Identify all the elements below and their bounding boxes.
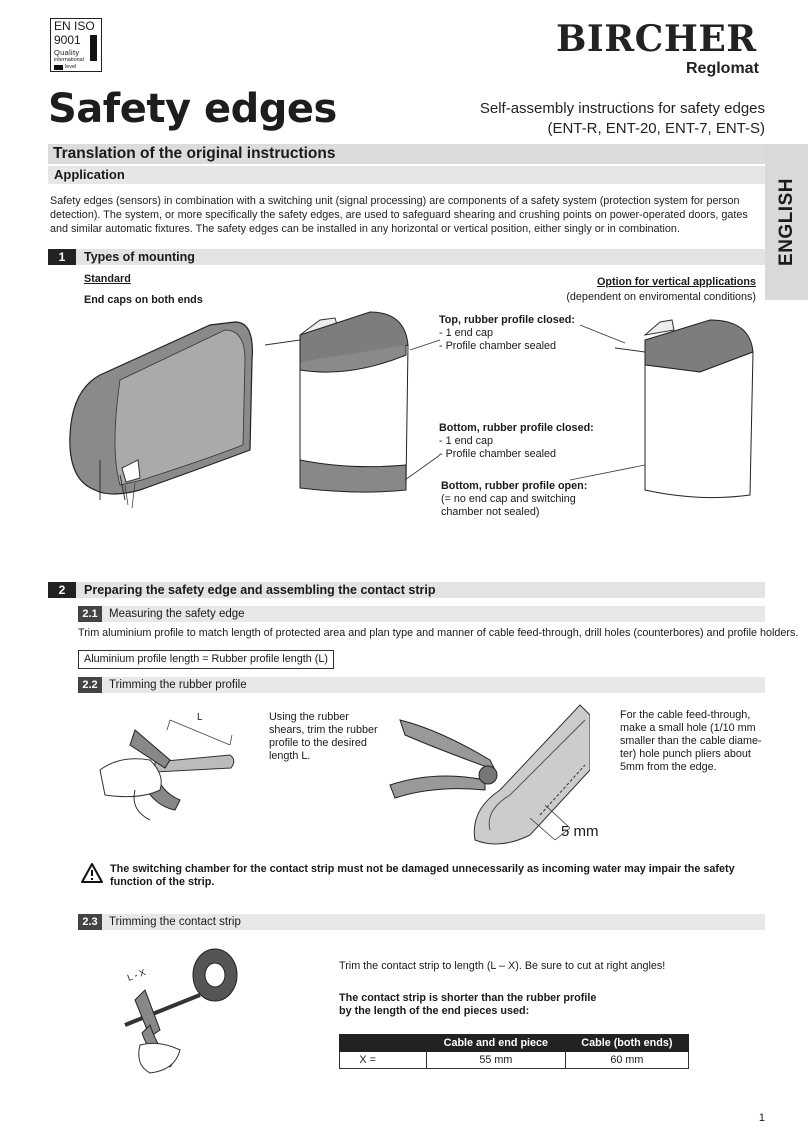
top-note	[439, 314, 575, 353]
open-line2: chamber not sealed)	[441, 506, 540, 518]
translation-heading: Translation of the original instructions	[53, 145, 336, 162]
standard-label: Standard	[84, 273, 131, 285]
contact-note	[339, 992, 596, 1018]
translation-band	[48, 144, 765, 164]
subsection-2-2-number: 2.2	[78, 677, 102, 693]
subsection-2-3-number: 2.3	[78, 914, 102, 930]
subsection-2-3-title: Trimming the contact strip	[109, 916, 241, 928]
feed-line1: For the cable feed-through,	[620, 709, 751, 721]
open-title: Bottom, rubber profile open:	[441, 480, 588, 492]
iso-square	[54, 65, 63, 70]
hole-punch-illustration	[380, 700, 590, 850]
contact-note-line2: by the length of the end pieces used:	[339, 1005, 530, 1017]
application-heading: Application	[54, 167, 125, 182]
dimension-5mm: 5 mm	[561, 823, 599, 840]
measuring-text: Trim aluminium profile to match length of protected area and plan type and manner of cable feed-through, drill holes (counterbores) and profile holders.	[78, 627, 799, 639]
subsection-2-1-header	[78, 606, 765, 622]
feed-line3: smaller than the cable diame-	[620, 735, 762, 747]
subtitle-line1: Self-assembly instructions for safety edges	[479, 100, 765, 117]
subsection-2-1-title: Measuring the safety edge	[109, 608, 245, 620]
language-tab	[765, 144, 808, 300]
top-title: Top, rubber profile closed:	[439, 314, 575, 326]
feed-through-text	[620, 709, 762, 774]
page-title: Safety edges	[48, 86, 337, 132]
contact-note-line1: The contact strip is shorter than the rubber profile	[339, 992, 597, 1004]
top-line2: - Profile chamber sealed	[439, 340, 557, 352]
mounting-illustrations	[60, 300, 760, 525]
x-value-table	[339, 1034, 689, 1069]
option-sub: (dependent on enviromental conditions)	[566, 291, 756, 303]
page-number: 1	[758, 1112, 765, 1124]
label-L: L	[197, 712, 203, 723]
subtitle-line2: (ENT-R, ENT-20, ENT-7, ENT-S)	[547, 120, 765, 137]
end-caps-label: End caps on both ends	[84, 294, 203, 306]
bottom-note	[439, 422, 594, 461]
warning-icon	[80, 862, 104, 884]
section1-title: Types of mounting	[84, 250, 195, 264]
iso-badge	[50, 18, 102, 72]
shears-line3: profile to the desired	[269, 737, 367, 749]
table-row-label: X =	[340, 1052, 427, 1069]
page-subtitle	[480, 99, 765, 139]
section1-number: 1	[48, 249, 76, 265]
horizontal-edge-illustration	[70, 322, 253, 508]
vertical-edge-open-illustration	[615, 320, 753, 498]
bottom-line1: - 1 end cap	[439, 435, 494, 447]
iso-line2: 9001	[54, 33, 81, 47]
shears-text	[269, 711, 378, 763]
table-value-55: 55 mm	[426, 1052, 565, 1069]
open-line1: (= no end cap and switching	[441, 493, 576, 505]
feed-line2: make a small hole (1/10 mm	[620, 722, 756, 734]
bottom-line2: - Profile chamber sealed	[439, 448, 557, 460]
open-note	[441, 480, 587, 519]
label-L-X: L - X	[125, 967, 147, 983]
brand-logo: BIRCHER	[556, 18, 757, 60]
iso-quality: Quality	[54, 48, 80, 57]
subsection-2-1-number: 2.1	[78, 606, 102, 622]
section1-header	[48, 249, 765, 265]
subsection-2-3-header	[78, 914, 765, 930]
table-value-60: 60 mm	[565, 1052, 688, 1069]
iso-level: level	[65, 64, 77, 70]
iso-line1: EN ISO	[54, 19, 95, 33]
table-header-cable-end: Cable and end piece	[426, 1035, 565, 1052]
shears-line2: shears, trim the rubber	[269, 724, 378, 736]
iso-bar	[90, 35, 97, 61]
subsection-2-2-title: Trimming the rubber profile	[109, 679, 247, 691]
brand-product: Reglomat	[686, 60, 759, 77]
bottom-title: Bottom, rubber profile closed:	[439, 422, 594, 434]
section2-header	[48, 582, 765, 598]
length-formula-box: Aluminium profile length = Rubber profile length (L)	[78, 650, 334, 669]
shears-line1: Using the rubber	[269, 711, 349, 723]
vertical-edge-illustration	[265, 312, 408, 492]
feed-line5: 5mm from the edge.	[620, 761, 717, 773]
section2-number: 2	[48, 582, 76, 598]
feed-line4: ter) hole punch pliers about	[620, 748, 751, 760]
subsection-2-2-header	[78, 677, 765, 693]
language-label: ENGLISH	[775, 178, 797, 266]
contact-strip-illustration	[100, 945, 260, 1075]
section2-title: Preparing the safety edge and assembling the contact strip	[84, 583, 436, 597]
table-corner	[340, 1035, 427, 1052]
option-title: Option for vertical applications	[597, 276, 756, 288]
table-header-cable-both: Cable (both ends)	[565, 1035, 688, 1052]
shears-illustration	[95, 700, 245, 825]
iso-international: international	[54, 57, 84, 63]
application-text: Safety edges (sensors) in combination with a switching unit (signal processing) are components of a safety system (protection system for person detection). The system, or more specifically the safety edges, are used to safeguard shearing and crushing points on power-operated doors, gates and similar automatic fixtures. The safety edges can be installed in any horizontal or vertical position, either singly or in combination.	[50, 195, 748, 235]
application-band	[48, 166, 765, 184]
top-line1: - 1 end cap	[439, 327, 494, 339]
trim-text: Trim the contact strip to length (L – X). Be sure to cut at right angles!	[339, 960, 666, 972]
warning-text: The switching chamber for the contact strip must not be damaged unnecessarily as incoming water may impair the safety function of the strip.	[110, 863, 735, 888]
shears-line4: length L.	[269, 750, 311, 762]
